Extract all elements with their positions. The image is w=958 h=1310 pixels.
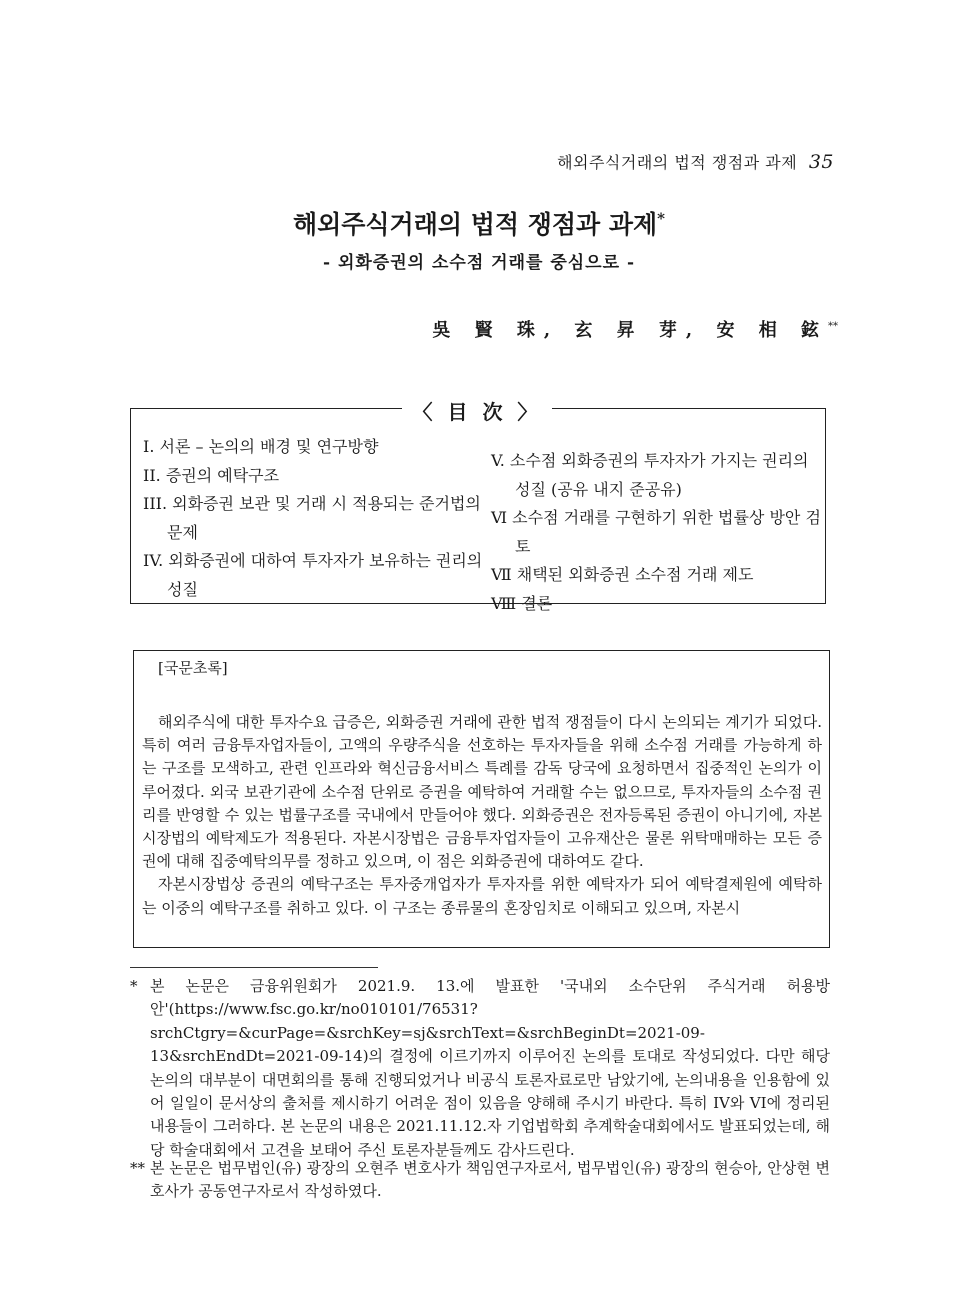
toc-item[interactable]: V. 소수점 외화증권의 투자자가 가지는 권리의 성질 (공유 내지 준공유) [491, 451, 809, 499]
authors [432, 316, 838, 342]
abstract-box [133, 650, 830, 948]
footnote-mark: * [130, 977, 138, 995]
author-footnote-mark[interactable]: ** [828, 321, 838, 332]
paper-subtitle: - 외화증권의 소수점 거래를 중심으로 - [322, 253, 636, 273]
footnote-text: 본 논문은 법무법인(유) 광장의 오현주 변호사가 책임연구자로서, 법무법인(유) 광장의 현승아, 안상현 변호사가 공동연구자로서 작성하였다. [150, 1159, 830, 1201]
page-number: 35 [808, 151, 834, 173]
footnote [130, 975, 830, 1162]
toc-item[interactable]: Ⅷ 결론 [491, 593, 553, 613]
toc-item[interactable]: Ⅶ 채택된 외화증권 소수점 거래 제도 [491, 565, 754, 584]
toc-item[interactable]: II. 증권의 예탁구조 [143, 465, 280, 485]
paper-title-text: 해외주식거래의 법적 쟁점과 과제 [292, 210, 658, 239]
abstract-label: [국문초록] [158, 659, 228, 677]
table-of-contents [130, 408, 826, 613]
toc-item[interactable]: I. 서론 – 논의의 배경 및 연구방향 [143, 437, 379, 456]
toc-item[interactable]: IV. 외화증권에 대하여 투자자가 보유하는 권리의 성질 [143, 551, 483, 599]
abstract-paragraph: 해외주식에 대한 투자수요 급증은, 외화증권 거래에 관한 법적 쟁점들이 다시 논의되는 계기가 되었다. 특히 여러 금융투자업자들이, 고액의 우량주식을 선호하는 투자자들을 위해 소수점 거래를 가능하게 하는 구조를 모색하고, 관련 인프라와 혁신금융서비스 특례를 감독 당국에 요청하면서 집중적인 논의가 이루어졌다. 외국 보관기관에 소수점 단위로 증권을 예탁하여 거래할 수는 없으므로, 투자자들의 소수점 권리를 반영할 수 있는 법률구조를 국내에서 만들어야 했다. 외화증권은 전자등록된 증권이 아니기에, 자본시장법의 예탁제도가 적용된다. 자본시장법은 금융투자업자들이 고유재산은 물론 위탁매매하는 모든 증권에 대해 집중예탁의무를 정하고 있으며, 이 점은 외화증권에 대하여도 같다. [142, 713, 822, 871]
toc-item[interactable]: Ⅵ 소수점 거래를 구현하기 위한 법률상 방안 검토 [491, 508, 821, 556]
author-names: 吳 賢 珠, 玄 昇 芽, 安 相 鉉 [432, 320, 828, 341]
toc-item[interactable]: III. 외화증권 보관 및 거래 시 적용되는 준거법의 문제 [143, 494, 481, 542]
footnote-divider [130, 967, 378, 968]
toc-left-column [143, 433, 483, 604]
abstract-paragraph: 자본시장법상 증권의 예탁구조는 투자중개업자가 투자자를 위한 예탁자가 되어 예탁결제원에 예탁하는 이중의 예탁구조를 취하고 있다. 이 구조는 종류물의 혼장임치로 이해되고 있으며, 자본시 [142, 875, 822, 917]
footnote-mark: ** [130, 1159, 145, 1177]
toc-heading: 〈 目 次 〉 [402, 396, 552, 425]
title-footnote-mark[interactable]: * [657, 209, 666, 228]
footnote [130, 1157, 830, 1204]
paper-title [0, 205, 958, 241]
footnote-text: 본 논문은 금융위원회가 2021.9. 13.에 발표한 '국내외 소수단위 주식거래 허용방안'(https://www.fsc.go.kr/no010101/76531?srchCtgry=&curPage=&srchKey=sj&srchText=&srchBeginDt=2021-09-13&srchEndDt=2021-09-14)의 결정에 이르기까지 이루어진 논의를 토대로 작성되었다. 다만 해당 논의의 대부분이 대면회의를 통해 진행되었거나 비공식 토론자료로만 남았기에, 논의내용을 인용함에 있어 일일이 문서상의 출처를 제시하기 어려운 점이 있음을 양해해 주시기 바란다. 특히 IV와 VI에 정리된 내용들이 그러하다. 본 논문의 내용은 2021.11.12.자 기업법학회 추계학술대회에서도 발표되었는데, 해당 학술대회에서 고견을 보태어 주신 토론자분들께도 감사드린다. [150, 977, 830, 1159]
abstract-text [142, 711, 822, 920]
running-head-title: 해외주식거래의 법적 쟁점과 과제 [557, 153, 798, 172]
toc-right-column [491, 447, 821, 618]
running-head [557, 150, 834, 173]
